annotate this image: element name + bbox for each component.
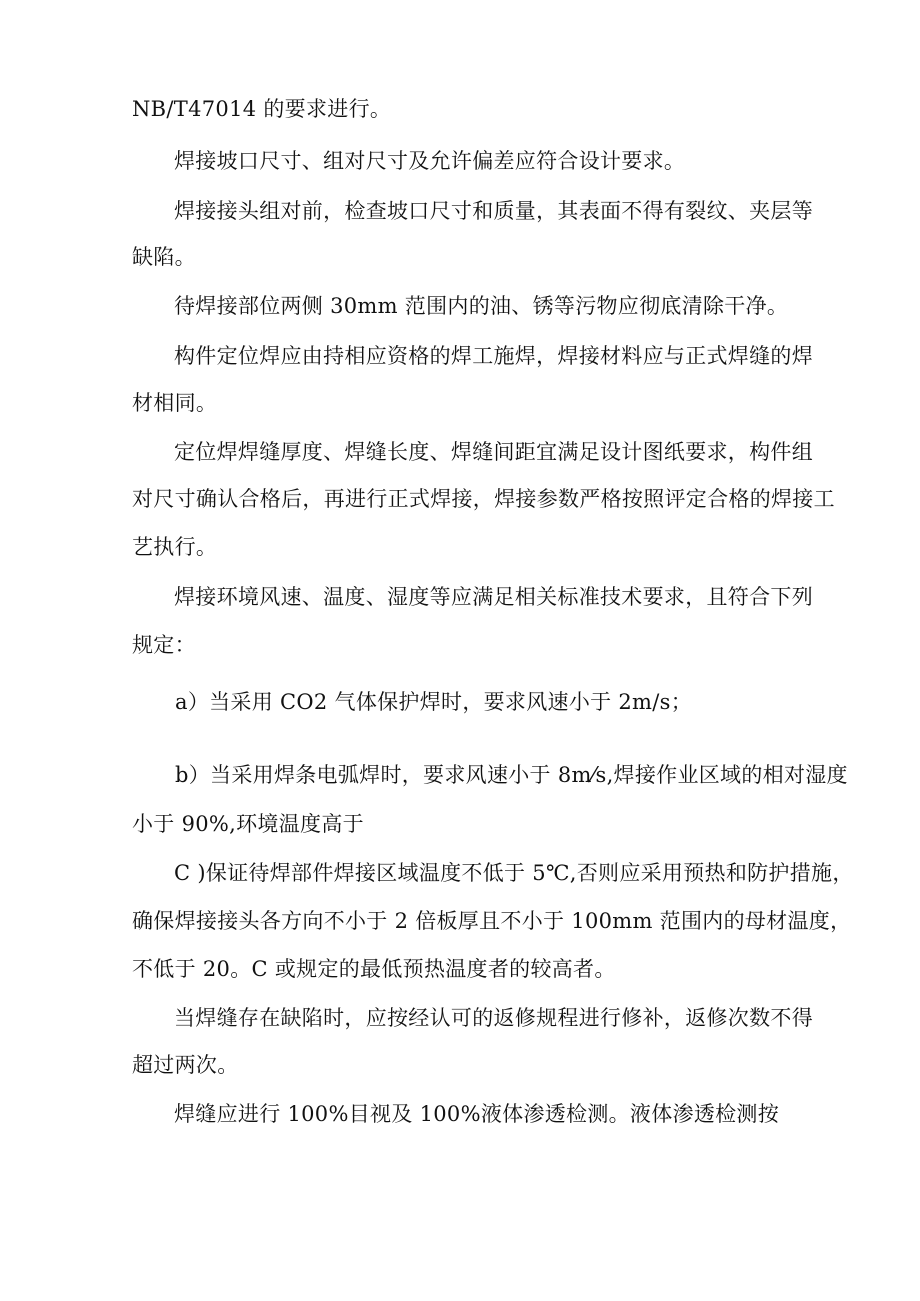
paragraph-8-line-1: 小于 90%,环境温度高于	[132, 812, 364, 836]
paragraph-0-line-0: NB/T47014 的要求进行。	[132, 97, 392, 121]
paragraph-6-line-0: 焊接环境风速、温度、湿度等应满足相关标准技术要求，且符合下列	[174, 585, 813, 609]
paragraph-5-line-2: 艺执行。	[132, 535, 218, 559]
paragraph-6-line-1: 规定：	[132, 633, 196, 657]
paragraph-10-line-0: 当焊缝存在缺陷时，应按经认可的返修规程进行修补，返修次数不得	[174, 1006, 813, 1030]
paragraph-1-line-0: 焊接坡口尺寸、组对尺寸及允许偏差应符合设计要求。	[174, 149, 686, 173]
paragraph-2-line-0: 焊接接头组对前，检查坡口尺寸和质量，其表面不得有裂纹、夹层等	[174, 199, 813, 223]
paragraph-2-line-1: 缺陷。	[132, 245, 196, 269]
paragraph-7-line-0: a）当采用 CO2 气体保护焊时，要求风速小于 2m/s；	[175, 690, 693, 714]
paragraph-9-line-2: 不低于 20。C 或规定的最低预热温度者的较高者。	[132, 957, 616, 981]
paragraph-4-line-1: 材相同。	[132, 391, 218, 415]
paragraph-3-line-0: 待焊接部位两侧 30mm 范围内的油、锈等污物应彻底清除干净。	[174, 294, 789, 318]
paragraph-5-line-0: 定位焊焊缝厚度、焊缝长度、焊缝间距宜满足设计图纸要求，构件组	[174, 440, 813, 464]
paragraph-11-line-0: 焊缝应进行 100%目视及 100%液体渗透检测。液体渗透检测按	[174, 1102, 780, 1126]
paragraph-9-line-0: C )保证待焊部件焊接区域温度不低于 5℃,否则应采用预热和防护措施，	[174, 861, 854, 885]
paragraph-9-line-1: 确保焊接接头各方向不小于 2 倍板厚且不小于 100mm 范围内的母材温度，	[132, 909, 852, 933]
paragraph-10-line-1: 超过两次。	[132, 1053, 239, 1077]
paragraph-8-line-0: b）当采用焊条电弧焊时，要求风速小于 8m⁄s,焊接作业区域的相对湿度	[175, 763, 848, 787]
paragraph-4-line-0: 构件定位焊应由持相应资格的焊工施焊，焊接材料应与正式焊缝的焊	[174, 344, 813, 368]
paragraph-5-line-1: 对尺寸确认合格后，再进行正式焊接，焊接参数严格按照评定合格的焊接工	[132, 487, 835, 511]
